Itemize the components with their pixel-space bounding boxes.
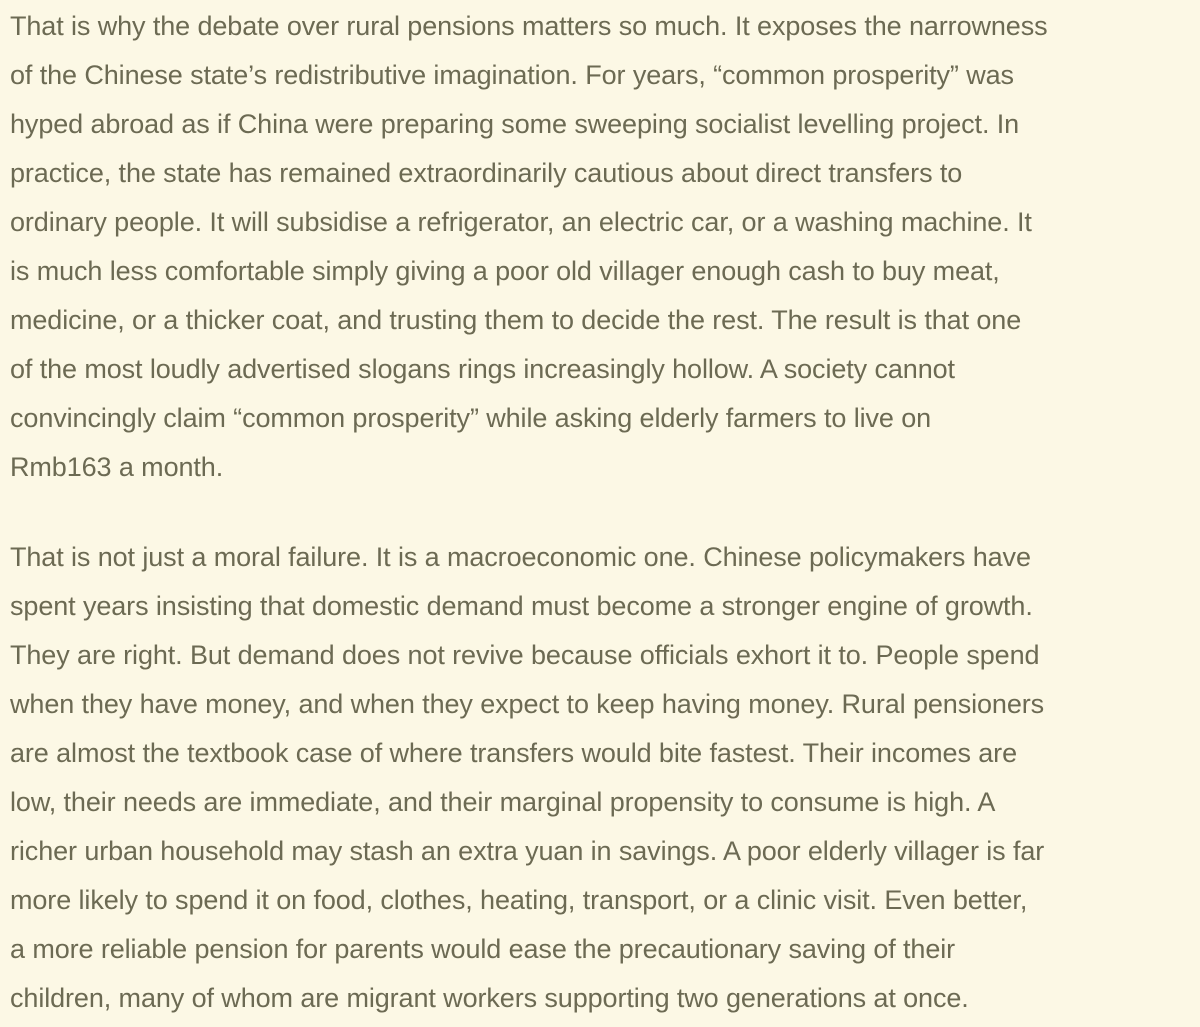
- text-line: That is not just a moral failure. It is a macroeconomic one. Chinese policymakers have: [10, 542, 1031, 572]
- text-line: Rmb163 a month.: [10, 452, 224, 482]
- text-line: hyped abroad as if China were preparing some sweeping socialist levelling project. In: [10, 109, 1020, 139]
- text-line: convincingly claim “common prosperity” while asking elderly farmers to live on: [10, 403, 932, 433]
- text-line: is much less comfortable simply giving a poor old villager enough cash to buy meat,: [10, 256, 1000, 286]
- text-line: low, their needs are immediate, and their marginal propensity to consume is high. A: [10, 787, 996, 817]
- text-line: more likely to spend it on food, clothes, heating, transport, or a clinic visit. Even better,: [10, 885, 1028, 915]
- text-line: richer urban household may stash an extra yuan in savings. A poor elderly villager is far: [10, 836, 1045, 866]
- text-line: are almost the textbook case of where transfers would bite fastest. Their incomes are: [10, 738, 1017, 768]
- text-line: They are right. But demand does not revive because officials exhort it to. People spend: [10, 640, 1040, 670]
- text-line: a more reliable pension for parents would ease the precautionary saving of their: [10, 934, 956, 964]
- paragraph-2: [10, 533, 1190, 1023]
- text-line: That is why the debate over rural pensions matters so much. It exposes the narrowness: [10, 11, 1048, 41]
- text-line: children, many of whom are migrant workers supporting two generations at once.: [10, 983, 969, 1013]
- text-line: spent years insisting that domestic demand must become a stronger engine of growth.: [10, 591, 1033, 621]
- text-line: of the Chinese state’s redistributive imagination. For years, “common prosperity” was: [10, 60, 1014, 90]
- text-line: ordinary people. It will subsidise a refrigerator, an electric car, or a washing machine. It: [10, 207, 1032, 237]
- text-line: of the most loudly advertised slogans rings increasingly hollow. A society cannot: [10, 354, 955, 384]
- paragraph-1: [10, 2, 1190, 492]
- text-line: practice, the state has remained extraordinarily cautious about direct transfers to: [10, 158, 963, 188]
- text-line: medicine, or a thicker coat, and trusting them to decide the rest. The result is that one: [10, 305, 1022, 335]
- text-line: when they have money, and when they expect to keep having money. Rural pensioners: [10, 689, 1045, 719]
